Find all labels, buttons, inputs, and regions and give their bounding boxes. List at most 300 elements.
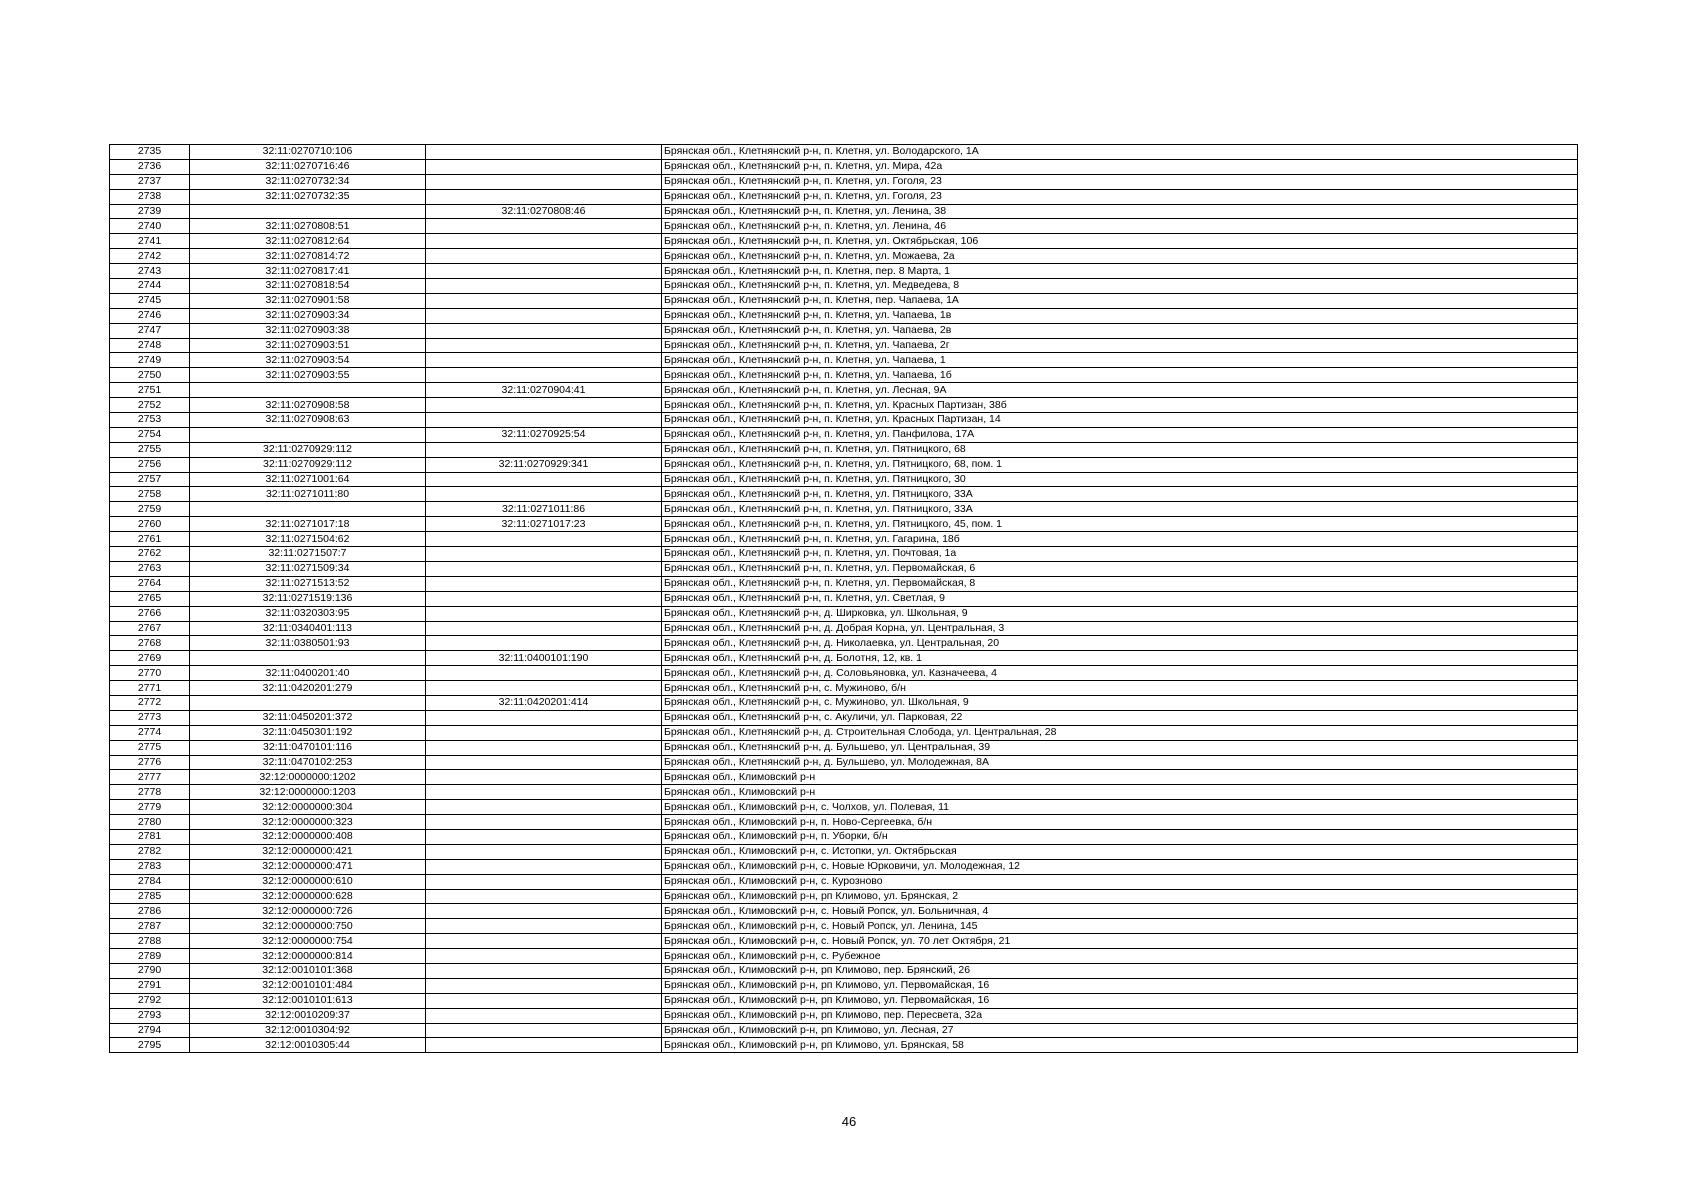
related-cadastral-number-cell [426,398,662,413]
table-row [110,308,1578,323]
cadastral-number-cell: 32:11:0270908:63 [190,413,426,428]
related-cadastral-number-cell [426,249,662,264]
related-cadastral-number-cell [426,189,662,204]
related-cadastral-number-cell [426,234,662,249]
table-row [110,919,1578,934]
table-row [110,442,1578,457]
address-cell: Брянская обл., Климовский р-н [662,770,1578,785]
cadastral-number-cell [190,502,426,517]
table-row [110,755,1578,770]
related-cadastral-number-cell [426,949,662,964]
related-cadastral-number-cell: 32:11:0270929:341 [426,457,662,472]
row-number-cell: 2781 [110,829,190,844]
address-cell: Брянская обл., Клетнянский р-н, д. Ширковка, ул. Школьная, 9 [662,606,1578,621]
table-row [110,472,1578,487]
related-cadastral-number-cell [426,919,662,934]
row-number-cell: 2782 [110,844,190,859]
cadastral-number-cell: 32:11:0271001:64 [190,472,426,487]
table-row [110,487,1578,502]
table-row [110,636,1578,651]
cadastral-number-cell [190,204,426,219]
cadastral-number-cell: 32:11:0270903:51 [190,338,426,353]
cadastral-number-cell: 32:12:0010101:368 [190,963,426,978]
address-cell: Брянская обл., Клетнянский р-н, п. Клетня, ул. Ленина, 46 [662,219,1578,234]
related-cadastral-number-cell [426,547,662,562]
related-cadastral-number-cell: 32:11:0271017:23 [426,517,662,532]
table-row [110,710,1578,725]
cadastral-number-cell: 32:11:0270716:46 [190,159,426,174]
address-cell: Брянская обл., Клетнянский р-н, с. Акуличи, ул. Парковая, 22 [662,710,1578,725]
table-row [110,383,1578,398]
address-cell: Брянская обл., Клетнянский р-н, п. Клетня, ул. Чапаева, 1 [662,353,1578,368]
related-cadastral-number-cell [426,368,662,383]
row-number-cell: 2770 [110,666,190,681]
cadastral-number-cell [190,427,426,442]
address-cell: Брянская обл., Клетнянский р-н, п. Клетня, пер. Чапаева, 1А [662,293,1578,308]
address-cell: Брянская обл., Клетнянский р-н, д. Болотня, 12, кв. 1 [662,651,1578,666]
row-number-cell: 2779 [110,800,190,815]
row-number-cell: 2773 [110,710,190,725]
row-number-cell: 2790 [110,963,190,978]
address-cell: Брянская обл., Климовский р-н, с. Новые Юрковичи, ул. Молодежная, 12 [662,859,1578,874]
row-number-cell: 2786 [110,904,190,919]
table-row [110,606,1578,621]
row-number-cell: 2754 [110,427,190,442]
address-cell: Брянская обл., Клетнянский р-н, п. Клетня, ул. Пятницкого, 68 [662,442,1578,457]
cadastral-number-cell: 32:12:0000000:408 [190,829,426,844]
address-cell: Брянская обл., Клетнянский р-н, п. Клетня, ул. Октябрьская, 106 [662,234,1578,249]
cadastral-number-cell: 32:11:0271507:7 [190,547,426,562]
related-cadastral-number-cell [426,264,662,279]
related-cadastral-number-cell [426,532,662,547]
related-cadastral-number-cell [426,844,662,859]
table-row [110,889,1578,904]
table-row [110,785,1578,800]
cadastral-number-cell: 32:11:0270732:34 [190,174,426,189]
cadastral-number-cell: 32:11:0420201:279 [190,681,426,696]
related-cadastral-number-cell [426,293,662,308]
cadastral-number-cell: 32:11:0400201:40 [190,666,426,681]
related-cadastral-number-cell [426,785,662,800]
related-cadastral-number-cell: 32:11:0420201:414 [426,695,662,710]
address-cell: Брянская обл., Климовский р-н, рп Климово, ул. Первомайская, 16 [662,993,1578,1008]
address-cell: Брянская обл., Климовский р-н, с. Новый Ропск, ул. 70 лет Октября, 21 [662,934,1578,949]
related-cadastral-number-cell: 32:11:0400101:190 [426,651,662,666]
table-row [110,1038,1578,1053]
cadastral-number-cell: 32:12:0000000:754 [190,934,426,949]
related-cadastral-number-cell [426,487,662,502]
row-number-cell: 2760 [110,517,190,532]
related-cadastral-number-cell [426,666,662,681]
cadastral-number-cell: 32:11:0380501:93 [190,636,426,651]
address-cell: Брянская обл., Клетнянский р-н, д. Строительная Слобода, ул. Центральная, 28 [662,725,1578,740]
related-cadastral-number-cell [426,323,662,338]
address-cell: Брянская обл., Клетнянский р-н, п. Клетня, ул. Мира, 42а [662,159,1578,174]
cadastral-number-cell: 32:12:0010305:44 [190,1038,426,1053]
row-number-cell: 2763 [110,561,190,576]
row-number-cell: 2759 [110,502,190,517]
table-row [110,859,1578,874]
table-row [110,666,1578,681]
row-number-cell: 2769 [110,651,190,666]
cadastral-number-cell: 32:11:0270710:106 [190,145,426,160]
related-cadastral-number-cell [426,413,662,428]
row-number-cell: 2772 [110,695,190,710]
table-row [110,829,1578,844]
row-number-cell: 2785 [110,889,190,904]
cadastral-number-cell: 32:11:0270817:41 [190,264,426,279]
cadastral-number-cell: 32:11:0270903:54 [190,353,426,368]
related-cadastral-number-cell [426,829,662,844]
row-number-cell: 2789 [110,949,190,964]
table-row [110,576,1578,591]
cadastral-number-cell [190,383,426,398]
table-row [110,547,1578,562]
cadastral-number-cell: 32:11:0270732:35 [190,189,426,204]
related-cadastral-number-cell [426,174,662,189]
related-cadastral-number-cell [426,472,662,487]
related-cadastral-number-cell [426,725,662,740]
row-number-cell: 2747 [110,323,190,338]
row-number-cell: 2778 [110,785,190,800]
row-number-cell: 2765 [110,591,190,606]
cadastral-number-cell: 32:12:0000000:814 [190,949,426,964]
row-number-cell: 2771 [110,681,190,696]
row-number-cell: 2777 [110,770,190,785]
address-cell: Брянская обл., Клетнянский р-н, п. Клетня, ул. Гоголя, 23 [662,174,1578,189]
related-cadastral-number-cell [426,636,662,651]
table-row [110,427,1578,442]
address-cell: Брянская обл., Климовский р-н, рп Климово, ул. Лесная, 27 [662,1023,1578,1038]
row-number-cell: 2757 [110,472,190,487]
address-cell: Брянская обл., Клетнянский р-н, п. Клетня, ул. Пятницкого, 30 [662,472,1578,487]
row-number-cell: 2776 [110,755,190,770]
address-cell: Брянская обл., Климовский р-н, рп Климово, ул. Брянская, 2 [662,889,1578,904]
cadastral-number-cell: 32:12:0010304:92 [190,1023,426,1038]
address-cell: Брянская обл., Клетнянский р-н, п. Клетня, ул. Можаева, 2а [662,249,1578,264]
address-cell: Брянская обл., Клетнянский р-н, п. Клетня, ул. Чапаева, 1в [662,308,1578,323]
address-cell: Брянская обл., Клетнянский р-н, п. Клетня, ул. Чапаева, 1б [662,368,1578,383]
address-cell: Брянская обл., Клетнянский р-н, п. Клетня, ул. Первомайская, 6 [662,561,1578,576]
address-cell: Брянская обл., Клетнянский р-н, д. Бульшево, ул. Молодежная, 8А [662,755,1578,770]
cadastral-number-cell: 32:11:0270903:55 [190,368,426,383]
table-row [110,561,1578,576]
row-number-cell: 2783 [110,859,190,874]
row-number-cell: 2746 [110,308,190,323]
address-cell: Брянская обл., Климовский р-н, с. Новый Ропск, ул. Ленина, 145 [662,919,1578,934]
related-cadastral-number-cell: 32:11:0270925:54 [426,427,662,442]
row-number-cell: 2791 [110,978,190,993]
address-cell: Брянская обл., Клетнянский р-н, п. Клетня, ул. Пятницкого, 45, пом. 1 [662,517,1578,532]
cadastral-number-cell: 32:12:0010101:484 [190,978,426,993]
address-cell: Брянская обл., Клетнянский р-н, п. Клетня, ул. Пятницкого, 33А [662,487,1578,502]
address-cell: Брянская обл., Клетнянский р-н, д. Бульшево, ул. Центральная, 39 [662,740,1578,755]
cadastral-number-cell: 32:12:0000000:628 [190,889,426,904]
cadastral-number-cell: 32:11:0270818:54 [190,279,426,294]
address-cell: Брянская обл., Клетнянский р-н, п. Клетня, ул. Гагарина, 18б [662,532,1578,547]
table-row [110,159,1578,174]
related-cadastral-number-cell [426,442,662,457]
related-cadastral-number-cell [426,606,662,621]
related-cadastral-number-cell [426,576,662,591]
cadastral-number-cell: 32:12:0010209:37 [190,1008,426,1023]
table-row [110,338,1578,353]
related-cadastral-number-cell [426,621,662,636]
address-cell: Брянская обл., Климовский р-н [662,785,1578,800]
table-row [110,740,1578,755]
cadastral-number-cell: 32:12:0000000:1202 [190,770,426,785]
address-cell: Брянская обл., Клетнянский р-н, п. Клетня, ул. Почтовая, 1а [662,547,1578,562]
address-cell: Брянская обл., Климовский р-н, п. Уборки, б/н [662,829,1578,844]
row-number-cell: 2751 [110,383,190,398]
table-row [110,219,1578,234]
cadastral-number-cell: 32:11:0470101:116 [190,740,426,755]
cadastral-number-cell: 32:11:0271504:62 [190,532,426,547]
cadastral-number-cell: 32:11:0270808:51 [190,219,426,234]
row-number-cell: 2758 [110,487,190,502]
row-number-cell: 2762 [110,547,190,562]
row-number-cell: 2736 [110,159,190,174]
address-cell: Брянская обл., Клетнянский р-н, д. Добрая Корна, ул. Центральная, 3 [662,621,1578,636]
related-cadastral-number-cell [426,1038,662,1053]
table-row [110,189,1578,204]
cadastral-number-cell: 32:12:0000000:1203 [190,785,426,800]
row-number-cell: 2764 [110,576,190,591]
table-row [110,695,1578,710]
table-row [110,725,1578,740]
cadastral-number-cell: 32:11:0270908:58 [190,398,426,413]
address-cell: Брянская обл., Клетнянский р-н, п. Клетня, ул. Первомайская, 8 [662,576,1578,591]
row-number-cell: 2744 [110,279,190,294]
table-row [110,904,1578,919]
related-cadastral-number-cell [426,308,662,323]
related-cadastral-number-cell [426,1023,662,1038]
address-cell: Брянская обл., Климовский р-н, с. Курозново [662,874,1578,889]
related-cadastral-number-cell [426,904,662,919]
address-cell: Брянская обл., Клетнянский р-н, п. Клетня, ул. Красных Партизан, 14 [662,413,1578,428]
table-row [110,353,1578,368]
related-cadastral-number-cell [426,740,662,755]
table-row [110,591,1578,606]
table-row [110,517,1578,532]
table-row [110,204,1578,219]
table-row [110,949,1578,964]
row-number-cell: 2742 [110,249,190,264]
table-row [110,413,1578,428]
table-row [110,963,1578,978]
table-row [110,323,1578,338]
table-row [110,993,1578,1008]
table-row [110,279,1578,294]
table-row [110,293,1578,308]
cadastral-number-cell: 32:11:0270903:34 [190,308,426,323]
row-number-cell: 2756 [110,457,190,472]
related-cadastral-number-cell [426,859,662,874]
cadastral-number-cell: 32:12:0000000:471 [190,859,426,874]
address-cell: Брянская обл., Климовский р-н, с. Истопки, ул. Октябрьская [662,844,1578,859]
row-number-cell: 2753 [110,413,190,428]
address-cell: Брянская обл., Клетнянский р-н, п. Клетня, ул. Светлая, 9 [662,591,1578,606]
cadastral-number-cell: 32:11:0271519:136 [190,591,426,606]
related-cadastral-number-cell: 32:11:0271011:86 [426,502,662,517]
related-cadastral-number-cell [426,591,662,606]
related-cadastral-number-cell [426,279,662,294]
address-cell: Брянская обл., Клетнянский р-н, п. Клетня, ул. Гоголя, 23 [662,189,1578,204]
cadastral-number-cell: 32:12:0000000:750 [190,919,426,934]
cadastral-number-cell: 32:12:0000000:726 [190,904,426,919]
row-number-cell: 2739 [110,204,190,219]
address-cell: Брянская обл., Клетнянский р-н, п. Клетня, ул. Панфилова, 17А [662,427,1578,442]
related-cadastral-number-cell [426,145,662,160]
address-cell: Брянская обл., Клетнянский р-н, д. Соловьяновка, ул. Казначеева, 4 [662,666,1578,681]
address-cell: Брянская обл., Клетнянский р-н, п. Клетня, ул. Пятницкого, 33А [662,502,1578,517]
row-number-cell: 2740 [110,219,190,234]
related-cadastral-number-cell [426,159,662,174]
row-number-cell: 2792 [110,993,190,1008]
cadastral-number-cell: 32:11:0340401:113 [190,621,426,636]
related-cadastral-number-cell [426,963,662,978]
related-cadastral-number-cell [426,561,662,576]
table-row [110,398,1578,413]
table-row [110,770,1578,785]
row-number-cell: 2787 [110,919,190,934]
row-number-cell: 2784 [110,874,190,889]
address-cell: Брянская обл., Клетнянский р-н, с. Мужиново, б/н [662,681,1578,696]
row-number-cell: 2735 [110,145,190,160]
related-cadastral-number-cell [426,934,662,949]
table-row [110,234,1578,249]
row-number-cell: 2750 [110,368,190,383]
related-cadastral-number-cell: 32:11:0270904:41 [426,383,662,398]
address-cell: Брянская обл., Клетнянский р-н, д. Николаевка, ул. Центральная, 20 [662,636,1578,651]
address-cell: Брянская обл., Климовский р-н, с. Чолхов, ул. Полевая, 11 [662,800,1578,815]
table-row [110,502,1578,517]
related-cadastral-number-cell [426,800,662,815]
row-number-cell: 2768 [110,636,190,651]
cadastral-number-cell [190,695,426,710]
table-row [110,1008,1578,1023]
address-cell: Брянская обл., Клетнянский р-н, п. Клетня, ул. Медведева, 8 [662,279,1578,294]
related-cadastral-number-cell [426,770,662,785]
cadastral-number-cell: 32:12:0010101:613 [190,993,426,1008]
cadastral-number-cell: 32:12:0000000:304 [190,800,426,815]
table-row [110,815,1578,830]
related-cadastral-number-cell [426,338,662,353]
address-cell: Брянская обл., Клетнянский р-н, п. Клетня, ул. Красных Партизан, 38б [662,398,1578,413]
page-number: 46 [841,1114,857,1129]
address-cell: Брянская обл., Клетнянский р-н, п. Клетня, ул. Ленина, 38 [662,204,1578,219]
cadastral-number-cell: 32:11:0270814:72 [190,249,426,264]
related-cadastral-number-cell [426,978,662,993]
address-cell: Брянская обл., Клетнянский р-н, с. Мужиново, ул. Школьная, 9 [662,695,1578,710]
related-cadastral-number-cell [426,993,662,1008]
row-number-cell: 2745 [110,293,190,308]
table-row [110,264,1578,279]
table-row [110,249,1578,264]
cadastral-number-cell: 32:11:0450201:372 [190,710,426,725]
address-cell: Брянская обл., Климовский р-н, рп Климово, ул. Первомайская, 16 [662,978,1578,993]
row-number-cell: 2767 [110,621,190,636]
related-cadastral-number-cell [426,874,662,889]
address-cell: Брянская обл., Клетнянский р-н, п. Клетня, ул. Пятницкого, 68, пом. 1 [662,457,1578,472]
address-cell: Брянская обл., Климовский р-н, с. Новый Ропск, ул. Больничная, 4 [662,904,1578,919]
table-row [110,457,1578,472]
cadastral-number-cell: 32:11:0270929:112 [190,457,426,472]
related-cadastral-number-cell [426,353,662,368]
address-cell: Брянская обл., Климовский р-н, п. Ново-Сергеевка, б/н [662,815,1578,830]
row-number-cell: 2752 [110,398,190,413]
address-cell: Брянская обл., Клетнянский р-н, п. Клетня, ул. Лесная, 9А [662,383,1578,398]
table-row [110,368,1578,383]
row-number-cell: 2780 [110,815,190,830]
table-row [110,532,1578,547]
row-number-cell: 2748 [110,338,190,353]
address-cell: Брянская обл., Климовский р-н, с. Рубежное [662,949,1578,964]
cadastral-number-cell: 32:11:0270903:38 [190,323,426,338]
row-number-cell: 2775 [110,740,190,755]
related-cadastral-number-cell [426,1008,662,1023]
cadastral-number-cell: 32:11:0270812:64 [190,234,426,249]
cadastral-number-cell: 32:12:0000000:323 [190,815,426,830]
table-row [110,978,1578,993]
row-number-cell: 2766 [110,606,190,621]
related-cadastral-number-cell [426,815,662,830]
cadastral-number-cell: 32:11:0270901:58 [190,293,426,308]
table-row [110,800,1578,815]
row-number-cell: 2795 [110,1038,190,1053]
cadastral-number-cell: 32:11:0470102:253 [190,755,426,770]
related-cadastral-number-cell [426,710,662,725]
row-number-cell: 2737 [110,174,190,189]
table-row [110,651,1578,666]
address-cell: Брянская обл., Клетнянский р-н, п. Клетня, ул. Володарского, 1А [662,145,1578,160]
related-cadastral-number-cell: 32:11:0270808:46 [426,204,662,219]
row-number-cell: 2761 [110,532,190,547]
address-cell: Брянская обл., Климовский р-н, рп Климово, пер. Пересвета, 32а [662,1008,1578,1023]
address-cell: Брянская обл., Клетнянский р-н, п. Клетня, ул. Чапаева, 2г [662,338,1578,353]
table-row [110,145,1578,160]
related-cadastral-number-cell [426,889,662,904]
row-number-cell: 2788 [110,934,190,949]
cadastral-number-cell: 32:11:0271509:34 [190,561,426,576]
table-row [110,681,1578,696]
table-row [110,1023,1578,1038]
address-cell: Брянская обл., Климовский р-н, рп Климово, пер. Брянский, 26 [662,963,1578,978]
table-row [110,934,1578,949]
cadastral-number-cell [190,651,426,666]
related-cadastral-number-cell [426,755,662,770]
row-number-cell: 2794 [110,1023,190,1038]
table-row [110,874,1578,889]
table-body [110,145,1578,1053]
cadastral-number-cell: 32:12:0000000:610 [190,874,426,889]
row-number-cell: 2755 [110,442,190,457]
address-cell: Брянская обл., Клетнянский р-н, п. Клетня, ул. Чапаева, 2в [662,323,1578,338]
cadastral-number-cell: 32:11:0450301:192 [190,725,426,740]
registry-table [109,144,1578,1053]
cadastral-number-cell: 32:11:0320303:95 [190,606,426,621]
table-row [110,621,1578,636]
table-row [110,844,1578,859]
related-cadastral-number-cell [426,681,662,696]
address-cell: Брянская обл., Клетнянский р-н, п. Клетня, пер. 8 Марта, 1 [662,264,1578,279]
related-cadastral-number-cell [426,219,662,234]
row-number-cell: 2793 [110,1008,190,1023]
cadastral-number-cell: 32:12:0000000:421 [190,844,426,859]
table-row [110,174,1578,189]
cadastral-number-cell: 32:11:0271011:80 [190,487,426,502]
row-number-cell: 2743 [110,264,190,279]
